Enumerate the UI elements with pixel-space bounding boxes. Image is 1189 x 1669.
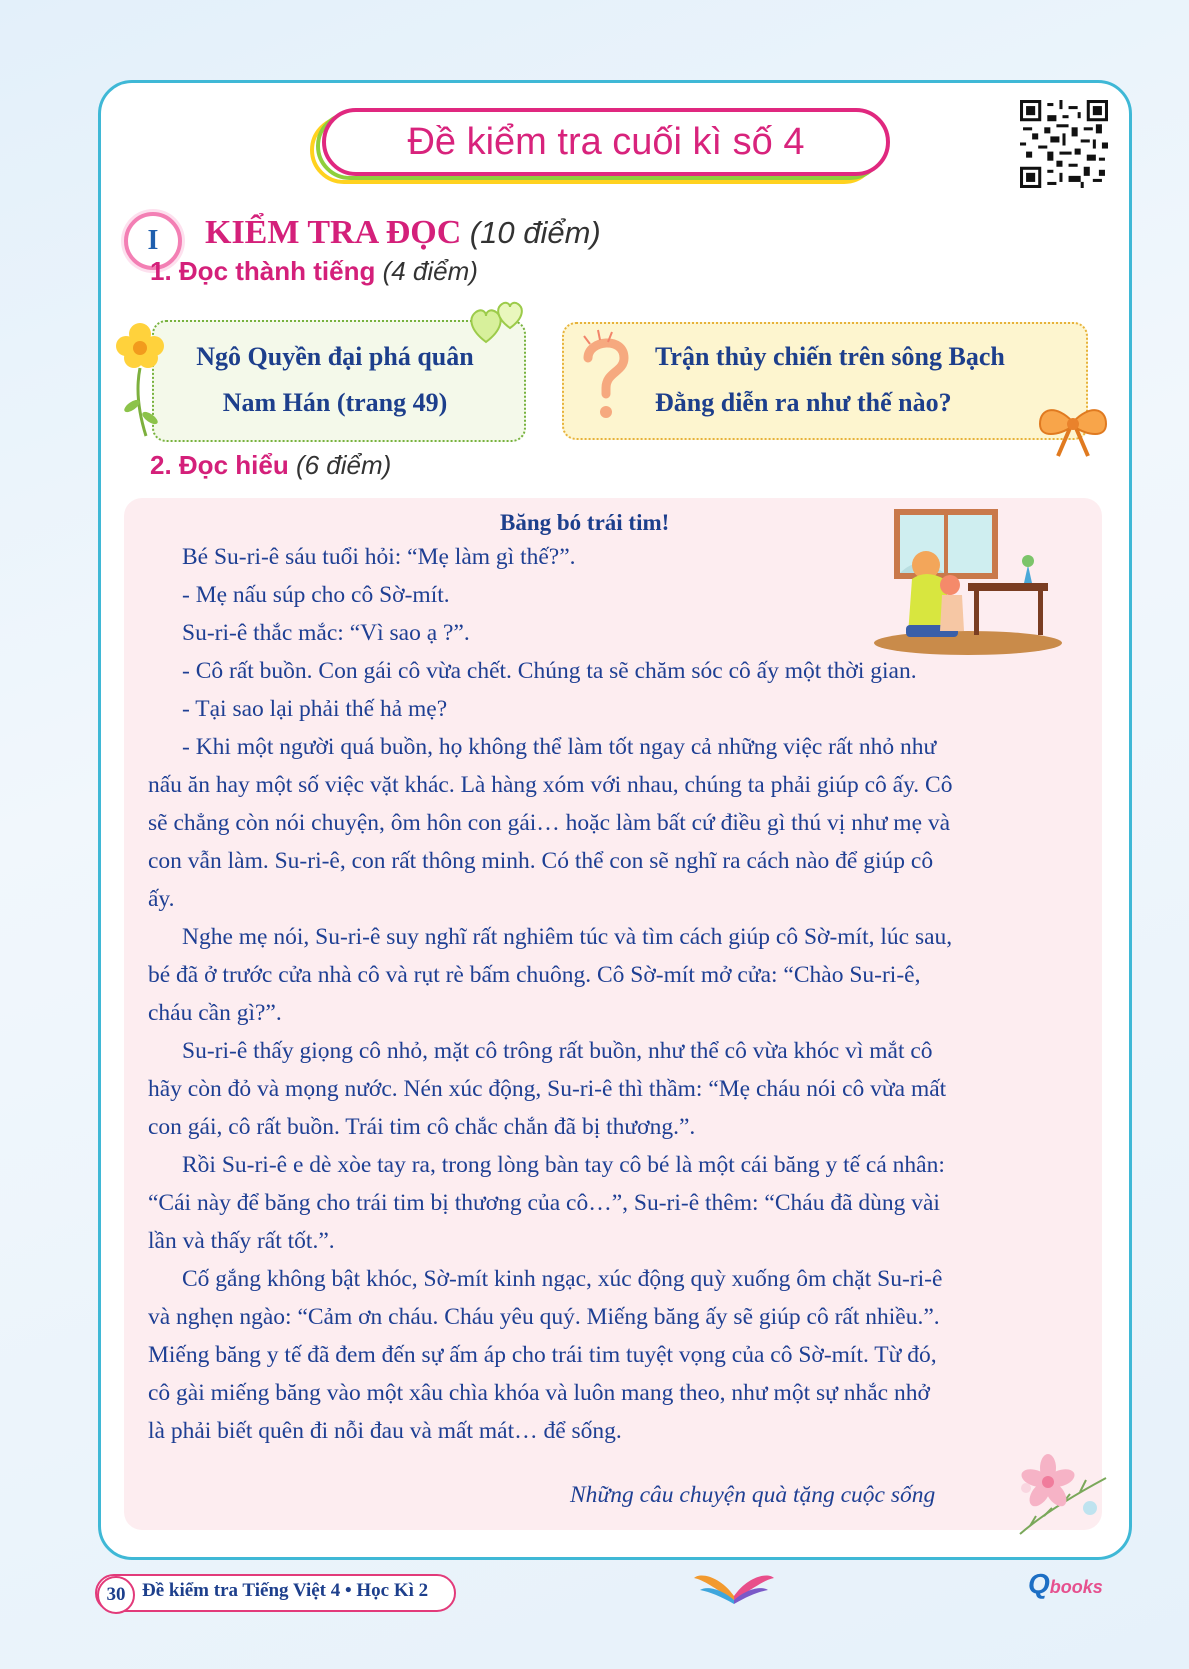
flower-icon [112, 318, 168, 438]
story-line-8: sẽ chẳng còn nói chuyện, ôm hôn con gái… hoặc làm bất cứ điều gì thú vị như mẹ và [148, 810, 951, 836]
story-line-21: và nghẹn ngào: “Cảm ơn cháu. Cháu yêu quý. Miếng băng ấy sẽ giúp cô rất nhiều.”. [148, 1304, 940, 1330]
wings-logo-icon [690, 1566, 778, 1610]
story-line-5: - Tại sao lại phải thế hả mẹ? [182, 696, 448, 722]
story-line-7: nấu ăn hay một số việc vặt khác. Là hàng xóm với nhau, chúng ta phải giúp cô ấy. Cô [148, 772, 953, 798]
brand-sub: books [1049, 1577, 1103, 1597]
story-line-12: bé đã ở trước cửa nhà cô và rụt rè bấm chuông. Cô Sờ-mít mở cửa: “Chào Su-ri-ê, [148, 962, 921, 988]
card2-line2: Đằng diễn ra như thế nào? [655, 388, 952, 417]
title-banner [310, 108, 890, 184]
part2-points: (6 điểm) [295, 450, 392, 480]
reading-aloud-text [185, 334, 485, 426]
story-line-24: là phải biết quên đi nỗi đau và mất mát… để sống. [148, 1418, 622, 1444]
part1-heading [150, 256, 478, 287]
story-line-11: Nghe mẹ nói, Su-ri-ê suy nghĩ rất nghiêm túc và tìm cách giúp cô Sờ-mít, lúc sau, [182, 924, 953, 950]
part1-points: (4 điểm) [382, 256, 478, 286]
section-title [205, 214, 601, 252]
footer-book-title: Đề kiểm tra Tiếng Việt 4 • Học Kì 2 [142, 1580, 429, 1601]
story-source: Những câu chuyện quà tặng cuộc sống [570, 1482, 936, 1508]
question-mark-icon [578, 328, 634, 424]
brand-letter: Q [1028, 1568, 1050, 1599]
page-title: Đề kiểm tra cuối kì số 4 [407, 121, 805, 163]
story-line-15: hãy còn đỏ và mọng nước. Nén xúc động, Su-ri-ê thì thầm: “Mẹ cháu nói cô vừa mất [148, 1076, 947, 1102]
story-line-6: - Khi một người quá buồn, họ không thể làm tốt ngay cả những việc rất nhỏ như [182, 734, 937, 760]
card2-line1: Trận thủy chiến trên sông Bạch [655, 342, 1005, 371]
story-line-1: Bé Su-ri-ê sáu tuổi hỏi: “Mẹ làm gì thế?”. [182, 544, 576, 570]
story-line-14: Su-ri-ê thấy giọng cô nhỏ, mặt cô trông rất buồn, như thể cô vừa khóc vì mắt cô [182, 1038, 933, 1064]
part2-label: 2. Đọc hiểu [150, 450, 289, 480]
flower-decoration-icon [1010, 1448, 1114, 1540]
card1-line2: Nam Hán (trang 49) [222, 388, 448, 417]
story-line-22: Miếng băng y tế đã đem đến sự ấm áp cho trái tim tuyệt vọng của cô Sờ-mít. Từ đó, [148, 1342, 937, 1368]
brand-logo[interactable] [1028, 1568, 1103, 1600]
mother-child-illustration [868, 505, 1062, 655]
story-title: Băng bó trái tim! [500, 510, 670, 535]
story-line-4: - Cô rất buồn. Con gái cô vừa chết. Chúng ta sẽ chăm sóc cô ấy một thời gian. [182, 658, 917, 684]
story-line-20: Cố gắng không bật khóc, Sờ-mít kinh ngạc, xúc động quỳ xuống ôm chặt Su-ri-ê [182, 1266, 943, 1292]
section-number-badge: I [124, 212, 182, 270]
story-line-3: Su-ri-ê thắc mắc: “Vì sao ạ ?”. [182, 620, 470, 646]
card1-line1: Ngô Quyền đại phá quân [196, 342, 474, 371]
story-line-9: con vẫn làm. Su-ri-ê, con rất thông minh. Có thể con sẽ nghĩ ra cách nào để giúp cô [148, 848, 934, 874]
story-line-17: Rồi Su-ri-ê e dè xòe tay ra, trong lòng bàn tay cô bé là một cái băng y tế cá nhân: [182, 1152, 945, 1178]
story-line-2: - Mẹ nấu súp cho cô Sờ-mít. [182, 582, 450, 608]
story-line-23: cô gài miếng băng vào một xâu chìa khóa và luôn mang theo, như một sự nhắc nhở [148, 1380, 930, 1406]
part1-label: 1. Đọc thành tiếng [150, 256, 376, 286]
question-text [655, 334, 1075, 426]
part2-heading [150, 450, 391, 481]
qr-code-icon[interactable] [1020, 100, 1108, 188]
story-line-10: ấy. [148, 886, 175, 912]
section-points: (10 điểm) [469, 215, 601, 250]
story-line-16: con gái, cô rất buồn. Trái tim cô chắc chắn đã bị thương.”. [148, 1114, 696, 1140]
story-line-19: lần và thấy rất tốt.”. [148, 1228, 335, 1254]
story-line-18: “Cái này để băng cho trái tim bị thương của cô…”, Su-ri-ê thêm: “Cháu đã dùng vài [148, 1190, 940, 1216]
section-title-text: KIỂM TRA ĐỌC [205, 214, 462, 251]
page-number: 30 [97, 1576, 135, 1614]
story-line-13: cháu cần gì?”. [148, 1000, 282, 1026]
